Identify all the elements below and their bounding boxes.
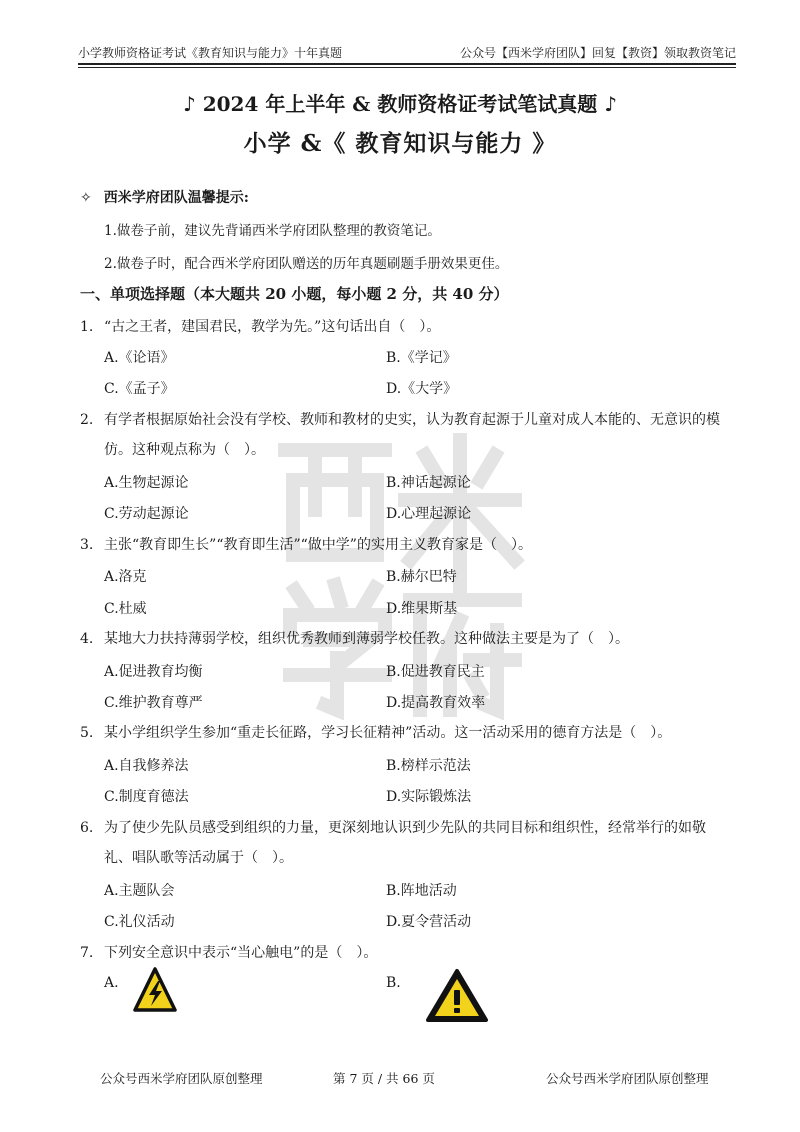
option-d: D.《大学》 bbox=[386, 381, 458, 397]
question-number: 1. bbox=[80, 319, 94, 335]
option-b: B.《学记》 bbox=[386, 350, 457, 366]
option-a: A. bbox=[104, 975, 119, 991]
footer-right-text: 公众号西米学府团队原创整理 bbox=[546, 1071, 709, 1086]
exam-subtitle: 小学 &《 教育知识与能力 》 bbox=[243, 130, 557, 157]
page-number: 第 7 页 / 共 66 页 bbox=[333, 1071, 435, 1086]
tip-item: 2.做卷子时，配合西米学府团队赠送的历年真题刷题手册效果更佳。 bbox=[104, 256, 509, 272]
section-heading: 一、单项选择题（本大题共 20 小题，每小题 2 分，共 40 分） bbox=[80, 285, 509, 303]
question-stem: 为了使少先队员感受到组织的力量，更深刻地认识到少先队的共同目标和组织性，经常举行的如敬礼、唱队歌等活动属于（ ）。 bbox=[104, 820, 706, 866]
caution-warning-icon bbox=[425, 968, 489, 1024]
option-b: B.促进教育民主 bbox=[386, 664, 485, 680]
option-d: D.实际锻炼法 bbox=[386, 789, 472, 805]
question-6 bbox=[80, 813, 730, 873]
option-b: B.阵地活动 bbox=[386, 883, 457, 899]
header-right-text: 公众号【西米学府团队】回复【教资】领取教资笔记 bbox=[459, 46, 736, 60]
question-stem: 某地大力扶持薄弱学校，组织优秀教师到薄弱学校任教。这种做法主要是为了（ ）。 bbox=[104, 631, 629, 647]
electric-shock-warning-icon bbox=[132, 966, 178, 1014]
question-stem: “古之王者，建国君民，教学为先。”这句话出自（ ）。 bbox=[104, 319, 441, 335]
question-number: 7. bbox=[80, 945, 94, 961]
question-number: 5. bbox=[80, 725, 94, 741]
star-icon: ✧ bbox=[80, 190, 92, 206]
page-header bbox=[78, 44, 736, 62]
question-number: 4. bbox=[80, 631, 94, 647]
option-b: B.榜样示范法 bbox=[386, 758, 471, 774]
option-c: C.杜威 bbox=[104, 601, 147, 617]
question-stem: 某小学组织学生参加“重走长征路，学习长征精神”活动。这一活动采用的德育方法是（ ）。 bbox=[104, 725, 672, 741]
question-4 bbox=[80, 624, 730, 654]
option-a: A.生物起源论 bbox=[104, 475, 189, 491]
option-d: D.夏令营活动 bbox=[386, 914, 472, 930]
option-c: C.礼仪活动 bbox=[104, 914, 175, 930]
footer-left-text: 公众号西米学府团队原创整理 bbox=[100, 1071, 263, 1086]
tip-item: 1.做卷子前，建议先背诵西米学府团队整理的教资笔记。 bbox=[104, 223, 441, 239]
question-3 bbox=[80, 530, 730, 560]
question-7 bbox=[80, 938, 730, 968]
option-a: A.洛克 bbox=[104, 569, 147, 585]
option-d: D.心理起源论 bbox=[386, 506, 472, 522]
header-divider-thin bbox=[78, 67, 736, 68]
option-a: A.主题队会 bbox=[104, 883, 175, 899]
option-a: A.《论语》 bbox=[104, 350, 175, 366]
option-c: C.制度育德法 bbox=[104, 789, 189, 805]
header-divider bbox=[78, 63, 736, 65]
header-left-text: 小学教师资格证考试《教育知识与能力》十年真题 bbox=[78, 46, 343, 60]
question-stem: 主张“教育即生长”“教育即生活”“做中学”的实用主义教育家是（ ）。 bbox=[104, 537, 532, 553]
question-number: 3. bbox=[80, 537, 94, 553]
option-b: B.赫尔巴特 bbox=[386, 569, 457, 585]
option-c: C.维护教育尊严 bbox=[104, 695, 203, 711]
option-a: A.自我修养法 bbox=[104, 758, 189, 774]
question-number: 2. bbox=[80, 412, 94, 428]
exam-title: ♪ 2024 年上半年 & 教师资格证考试笔试真题 ♪ bbox=[182, 92, 618, 116]
option-d: D.提高教育效率 bbox=[386, 695, 486, 711]
question-number: 6. bbox=[80, 820, 94, 836]
option-c: C.《孟子》 bbox=[104, 381, 175, 397]
question-stem: 有学者根据原始社会没有学校、教师和教材的史实，认为教育起源于儿童对成人本能的、无意识的模仿。这种观点称为（ ）。 bbox=[104, 412, 720, 458]
question-1 bbox=[80, 312, 730, 342]
option-d: D.维果斯基 bbox=[386, 601, 458, 617]
question-2 bbox=[80, 405, 730, 465]
question-5 bbox=[80, 718, 730, 748]
question-stem: 下列安全意识中表示“当心触电”的是（ ）。 bbox=[104, 945, 378, 961]
option-b: B. bbox=[386, 975, 401, 991]
tips-heading: ✧ 西米学府团队温馨提示: bbox=[80, 190, 249, 206]
option-c: C.劳动起源论 bbox=[104, 506, 189, 522]
option-b: B.神话起源论 bbox=[386, 475, 471, 491]
option-a: A.促进教育均衡 bbox=[104, 664, 203, 680]
